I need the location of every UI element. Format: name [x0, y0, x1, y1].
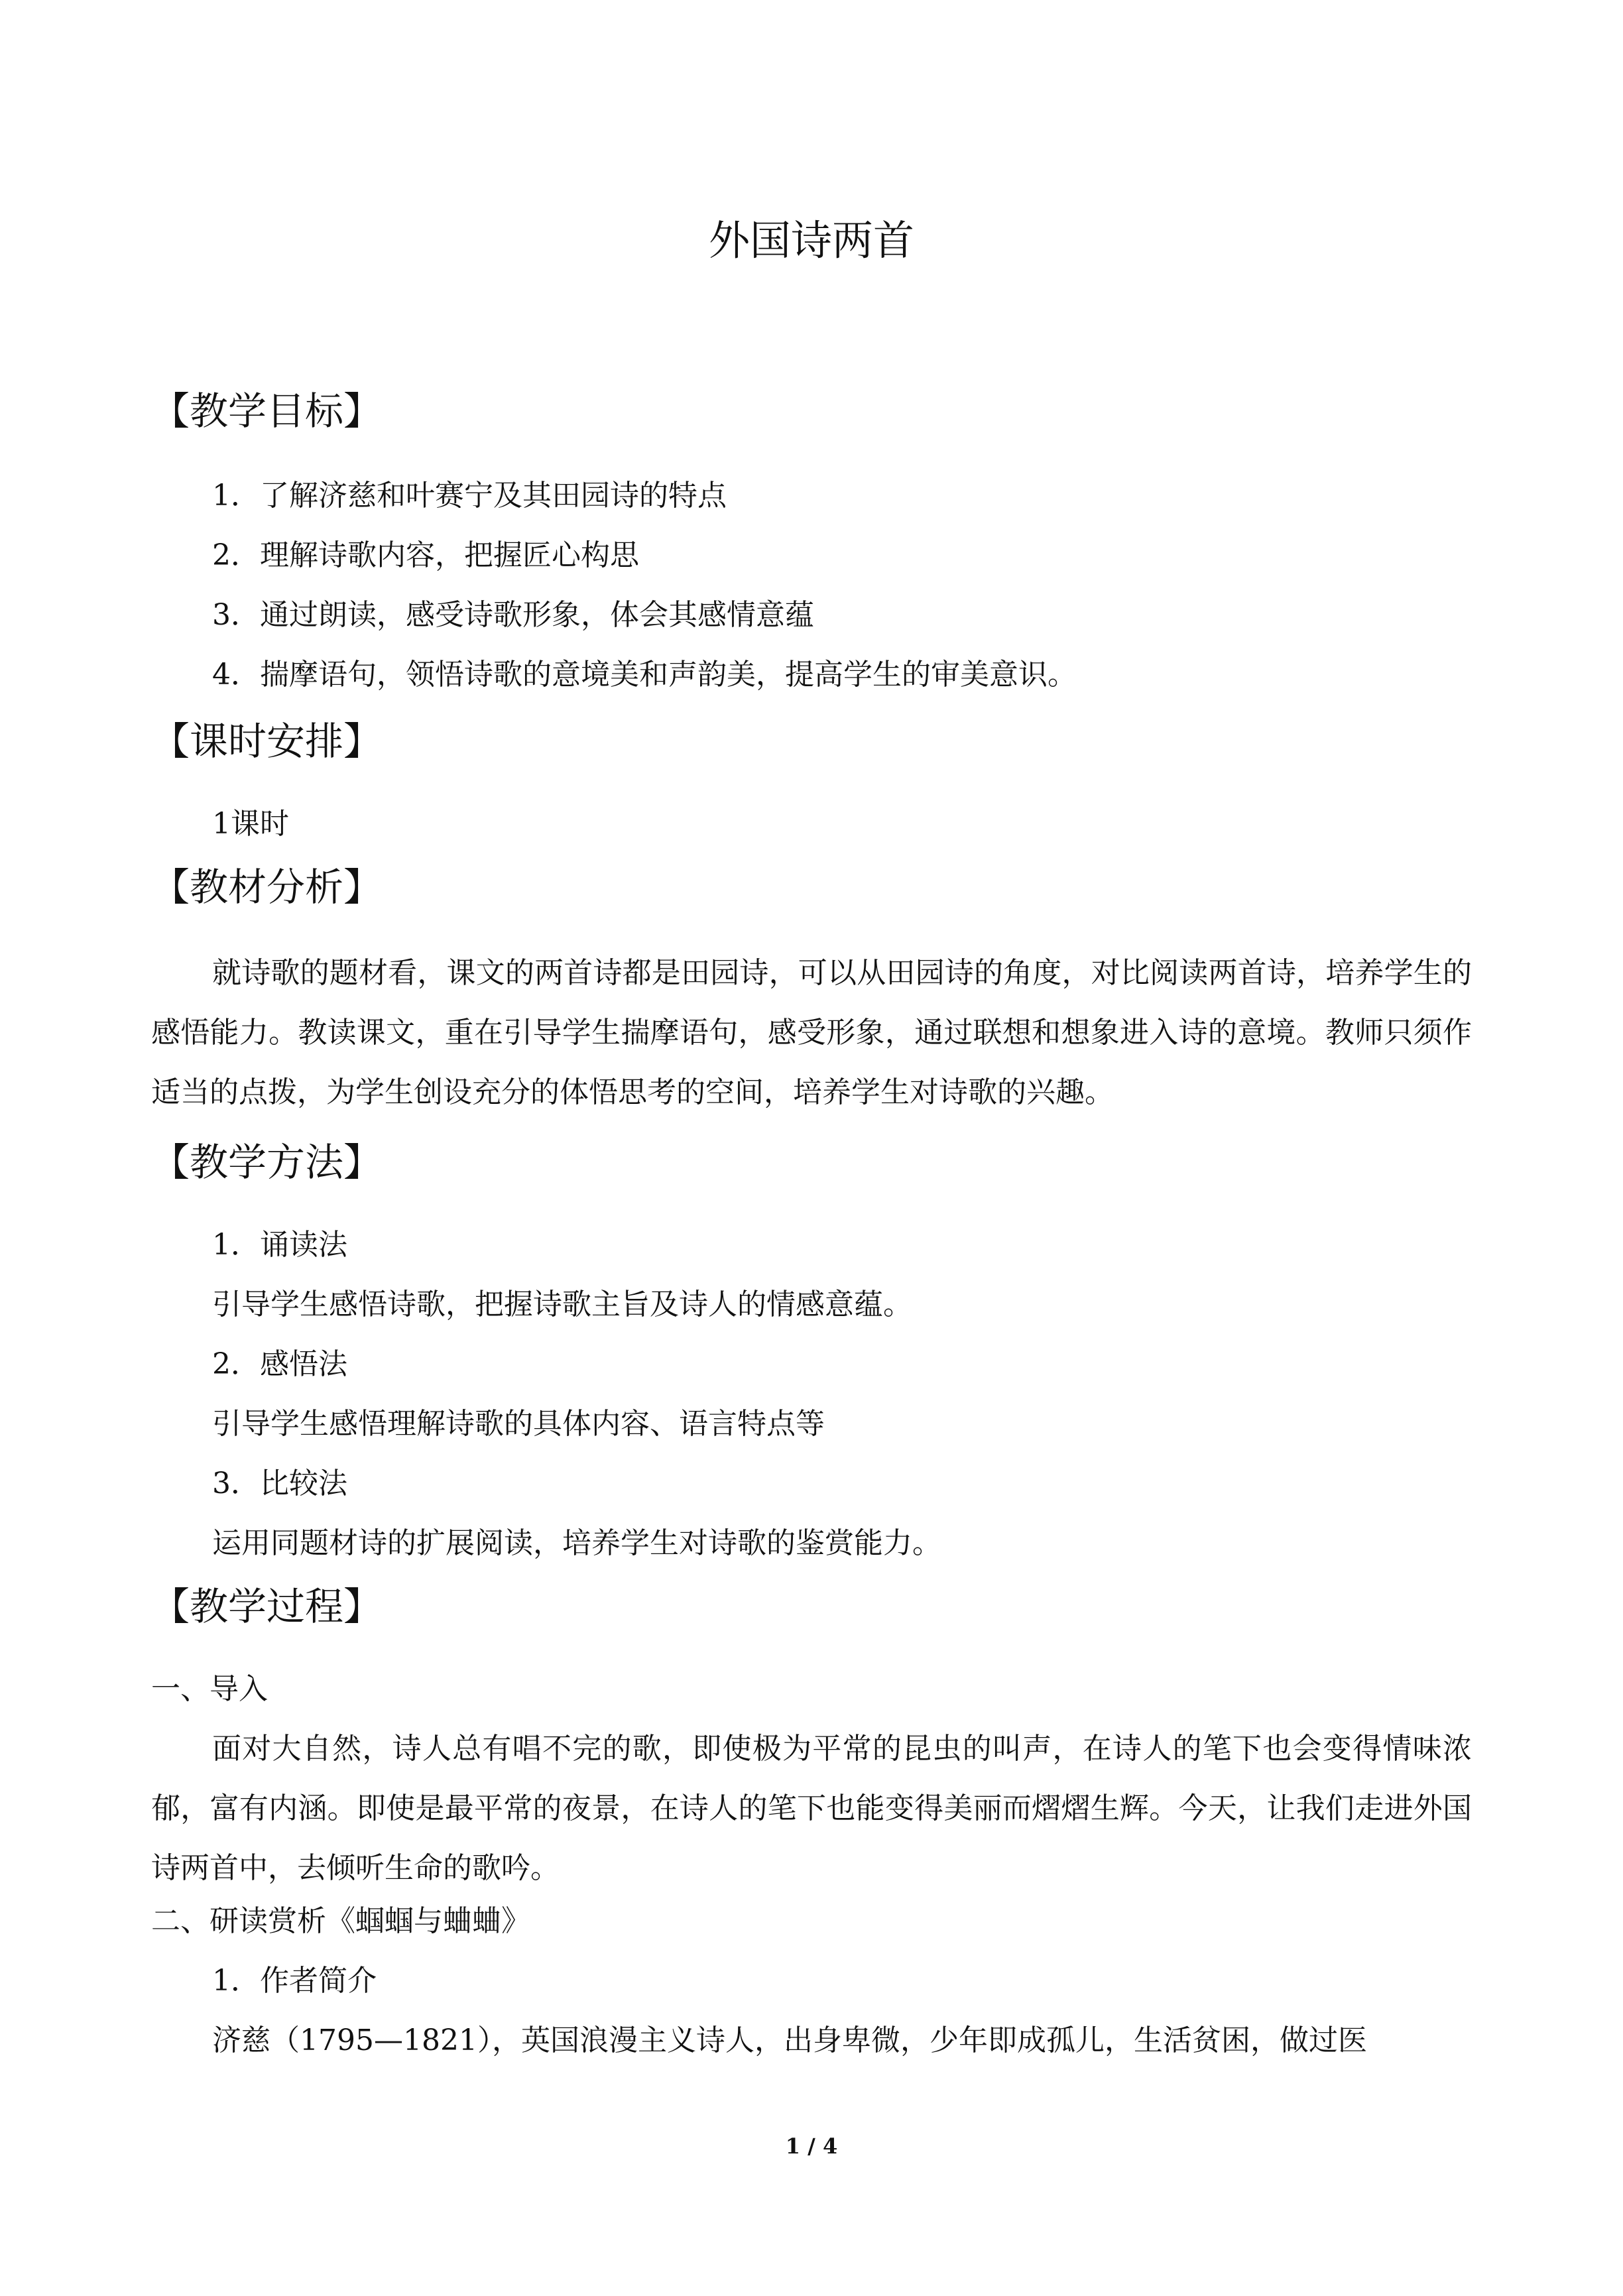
process-part-title: 一、导入	[151, 1672, 268, 1706]
page-title: 外国诗两首	[708, 216, 914, 265]
process-intro-paragraph: 面对大自然，诗人总有唱不完的歌，即使极为平常的昆虫的叫声，在诗人的笔下也会变得情味浓郁，富有内涵。即使是最平常的夜景，在诗人的笔下也能变得美丽而熠熠生辉。今天，让我们走进外国诗两首中，去倾听生命的歌吟。	[151, 1732, 1472, 1885]
schedule-text: 1课时	[212, 807, 289, 841]
objective-item: 3．通过朗读，感受诗歌形象，体会其感情意蕴	[212, 598, 814, 632]
method-desc: 运用同题材诗的扩展阅读，培养学生对诗歌的鉴赏能力。	[212, 1526, 941, 1560]
page-number: 1 / 4	[785, 2134, 838, 2159]
method-name: 3．比较法	[212, 1467, 347, 1500]
method-desc: 引导学生感悟理解诗歌的具体内容、语言特点等	[212, 1407, 825, 1441]
objective-item: 2．理解诗歌内容，把握匠心构思	[212, 538, 639, 572]
section-heading-methods: 【教学方法】	[151, 1140, 383, 1185]
objective-item: 4．揣摩语句，领悟诗歌的意境美和声韵美，提高学生的审美意识。	[212, 658, 1077, 692]
author-intro-text: 济慈（1795—1821），英国浪漫主义诗人，出身卑微，少年即成孤儿，生活贫困，做过医	[212, 2024, 1367, 2057]
section-heading-analysis: 【教材分析】	[151, 865, 383, 910]
section-heading-process: 【教学过程】	[151, 1584, 383, 1629]
objective-item: 1．了解济慈和叶赛宁及其田园诗的特点	[212, 479, 727, 513]
analysis-paragraph: 就诗歌的题材看，课文的两首诗都是田园诗，可以从田园诗的角度，对比阅读两首诗，培养学生的感悟能力。教读课文，重在引导学生揣摩语句，感受形象，通过联想和想象进入诗的意境。教师只须作适当的点拨，为学生创设充分的体悟思考的空间，培养学生对诗歌的兴趣。	[151, 956, 1472, 1109]
section-heading-objectives: 【教学目标】	[151, 389, 383, 434]
method-name: 2．感悟法	[212, 1347, 347, 1381]
process-part-title: 二、研读赏析《蝈蝈与蛐蛐》	[151, 1904, 530, 1938]
section-heading-schedule: 【课时安排】	[151, 719, 383, 764]
method-name: 1．诵读法	[212, 1228, 347, 1262]
method-desc: 引导学生感悟诗歌，把握诗歌主旨及诗人的情感意蕴。	[212, 1288, 912, 1321]
process-subheading: 1．作者简介	[212, 1964, 377, 1998]
